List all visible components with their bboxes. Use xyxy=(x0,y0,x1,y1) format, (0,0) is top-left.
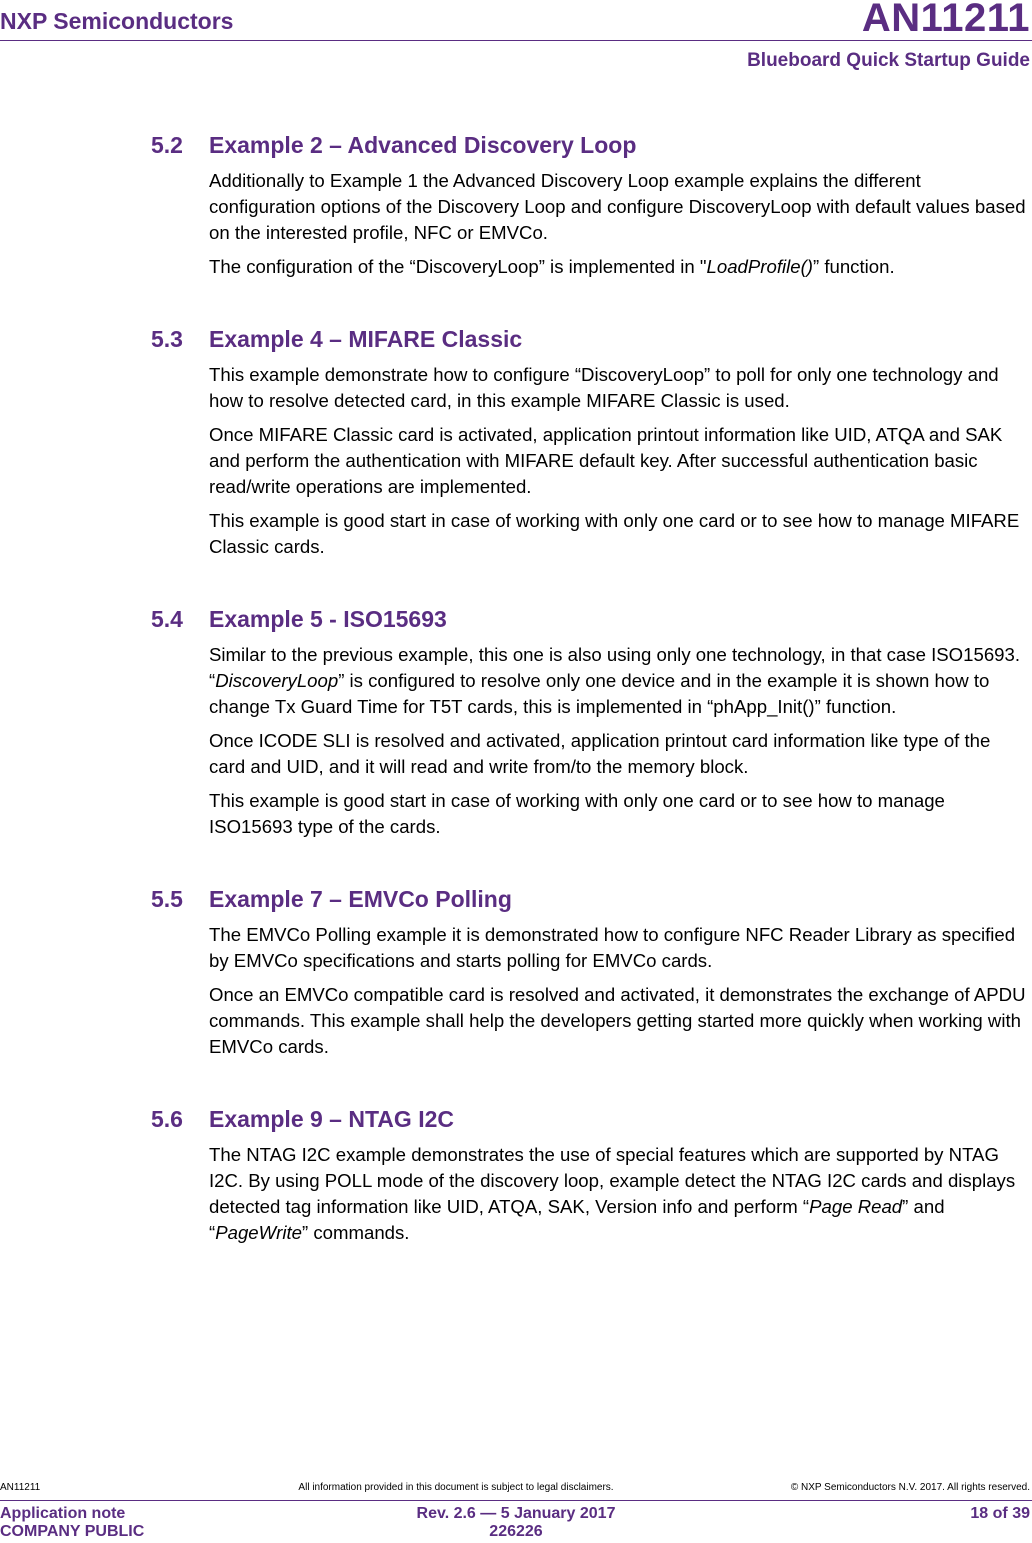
section-number: 5.4 xyxy=(151,606,183,632)
footer-disclaimer: All information provided in this document is subject to legal disclaimers. xyxy=(298,1482,614,1493)
section-5-4 xyxy=(0,604,1032,840)
header-divider xyxy=(0,40,1032,41)
italic-text-run: Page Read xyxy=(809,1196,903,1217)
section-heading xyxy=(0,324,1032,354)
footer-page-number: 18 of 39 xyxy=(970,1505,1030,1522)
section-title: Example 5 - ISO15693 xyxy=(209,606,447,632)
footer-doc-id: AN11211 xyxy=(0,1482,41,1493)
text-run: This example is good start in case of working with only one card or to see how to manage MIFARE Classic cards. xyxy=(209,510,1020,557)
italic-text-run: DiscoveryLoop xyxy=(215,670,339,691)
paragraph xyxy=(209,728,1029,780)
section-title: Example 7 – EMVCo Polling xyxy=(209,886,512,912)
section-title: Example 4 – MIFARE Classic xyxy=(209,326,523,352)
header-document-id: AN11211 xyxy=(861,0,1030,40)
text-run: The configuration of the “DiscoveryLoop” is implemented in " xyxy=(209,256,707,277)
text-run: The NTAG I2C example demonstrates the use of special features which are supported by NTAG I2C. By using POLL mode of the discovery loop, example detect the NTAG I2C cards and displays detected tag information like UID, ATQA, SAK, Version info and perform “ xyxy=(209,1144,1016,1217)
section-5-6 xyxy=(0,1104,1032,1246)
paragraph xyxy=(209,982,1029,1060)
text-run: ” is configured to resolve only one device and in the example it is shown how to change Tx Guard Time for T5T cards, this is implemented in “phApp_Init()” function. xyxy=(209,670,990,717)
footer-doc-number: 226226 xyxy=(489,1523,543,1540)
header-company-name: NXP Semiconductors xyxy=(0,8,234,34)
section-number: 5.5 xyxy=(151,886,183,912)
section-heading xyxy=(0,1104,1032,1134)
text-run: ” and “ xyxy=(209,1196,945,1243)
text-run: Similar to the previous example, this one is also using only one technology, in that case ISO15693. “ xyxy=(209,644,1021,691)
italic-text-run: PageWrite xyxy=(215,1222,303,1243)
text-run: The EMVCo Polling example it is demonstrated how to configure NFC Reader Library as specified by EMVCo specifications and starts polling for EMVCo cards. xyxy=(209,924,1016,971)
text-run: Additionally to Example 1 the Advanced Discovery Loop example explains the different configuration options of the Discovery Loop and configure DiscoveryLoop with default values based on the interested profile, NFC or EMVCo. xyxy=(209,170,1026,243)
text-run: Once an EMVCo compatible card is resolved and activated, it demonstrates the exchange of APDU commands. This example shall help the developers getting started more quickly when working with EMVCo cards. xyxy=(209,984,1026,1057)
text-run: ” commands. xyxy=(302,1222,410,1243)
section-heading xyxy=(0,130,1032,160)
text-run: This example is good start in case of working with only one card or to see how to manage ISO15693 type of the cards. xyxy=(209,790,945,837)
section-5-3 xyxy=(0,324,1032,560)
section-5-2 xyxy=(0,130,1032,280)
section-heading xyxy=(0,884,1032,914)
footer-revision: Rev. 2.6 — 5 January 2017 xyxy=(416,1505,616,1522)
footer-doc-type: Application note xyxy=(0,1505,126,1522)
footer-classification: COMPANY PUBLIC xyxy=(0,1523,145,1540)
paragraph xyxy=(209,788,1029,840)
footer-copyright: © NXP Semiconductors N.V. 2017. All rights reserved. xyxy=(790,1482,1030,1493)
text-run: ” function. xyxy=(812,256,895,277)
paragraph xyxy=(209,422,1029,500)
section-5-5 xyxy=(0,884,1032,1060)
paragraph xyxy=(209,168,1029,246)
footer-divider xyxy=(0,1500,1032,1501)
paragraph xyxy=(209,642,1029,720)
document-body xyxy=(0,130,1032,1246)
paragraph xyxy=(209,362,1029,414)
text-run: Once MIFARE Classic card is activated, application printout information like UID, ATQA and SAK and perform the authentication with MIFARE default key. After successful authentication basic read/write operations are implemented. xyxy=(209,424,1003,497)
header-document-subtitle: Blueboard Quick Startup Guide xyxy=(747,50,1030,71)
section-title: Example 9 – NTAG I2C xyxy=(209,1106,454,1132)
text-run: This example demonstrate how to configure “DiscoveryLoop” to poll for only one technology and how to resolve detected card, in this example MIFARE Classic is used. xyxy=(209,364,999,411)
section-heading xyxy=(0,604,1032,634)
paragraph xyxy=(209,922,1029,974)
section-title: Example 2 – Advanced Discovery Loop xyxy=(209,132,637,158)
italic-text-run: LoadProfile() xyxy=(706,256,813,277)
paragraph xyxy=(209,1142,1029,1246)
section-number: 5.6 xyxy=(151,1106,183,1132)
text-run: Once ICODE SLI is resolved and activated, application printout card information like type of the card and UID, and it will read and write from/to the memory block. xyxy=(209,730,991,777)
section-number: 5.2 xyxy=(151,132,183,158)
paragraph xyxy=(209,254,1029,280)
section-number: 5.3 xyxy=(151,326,183,352)
paragraph xyxy=(209,508,1029,560)
